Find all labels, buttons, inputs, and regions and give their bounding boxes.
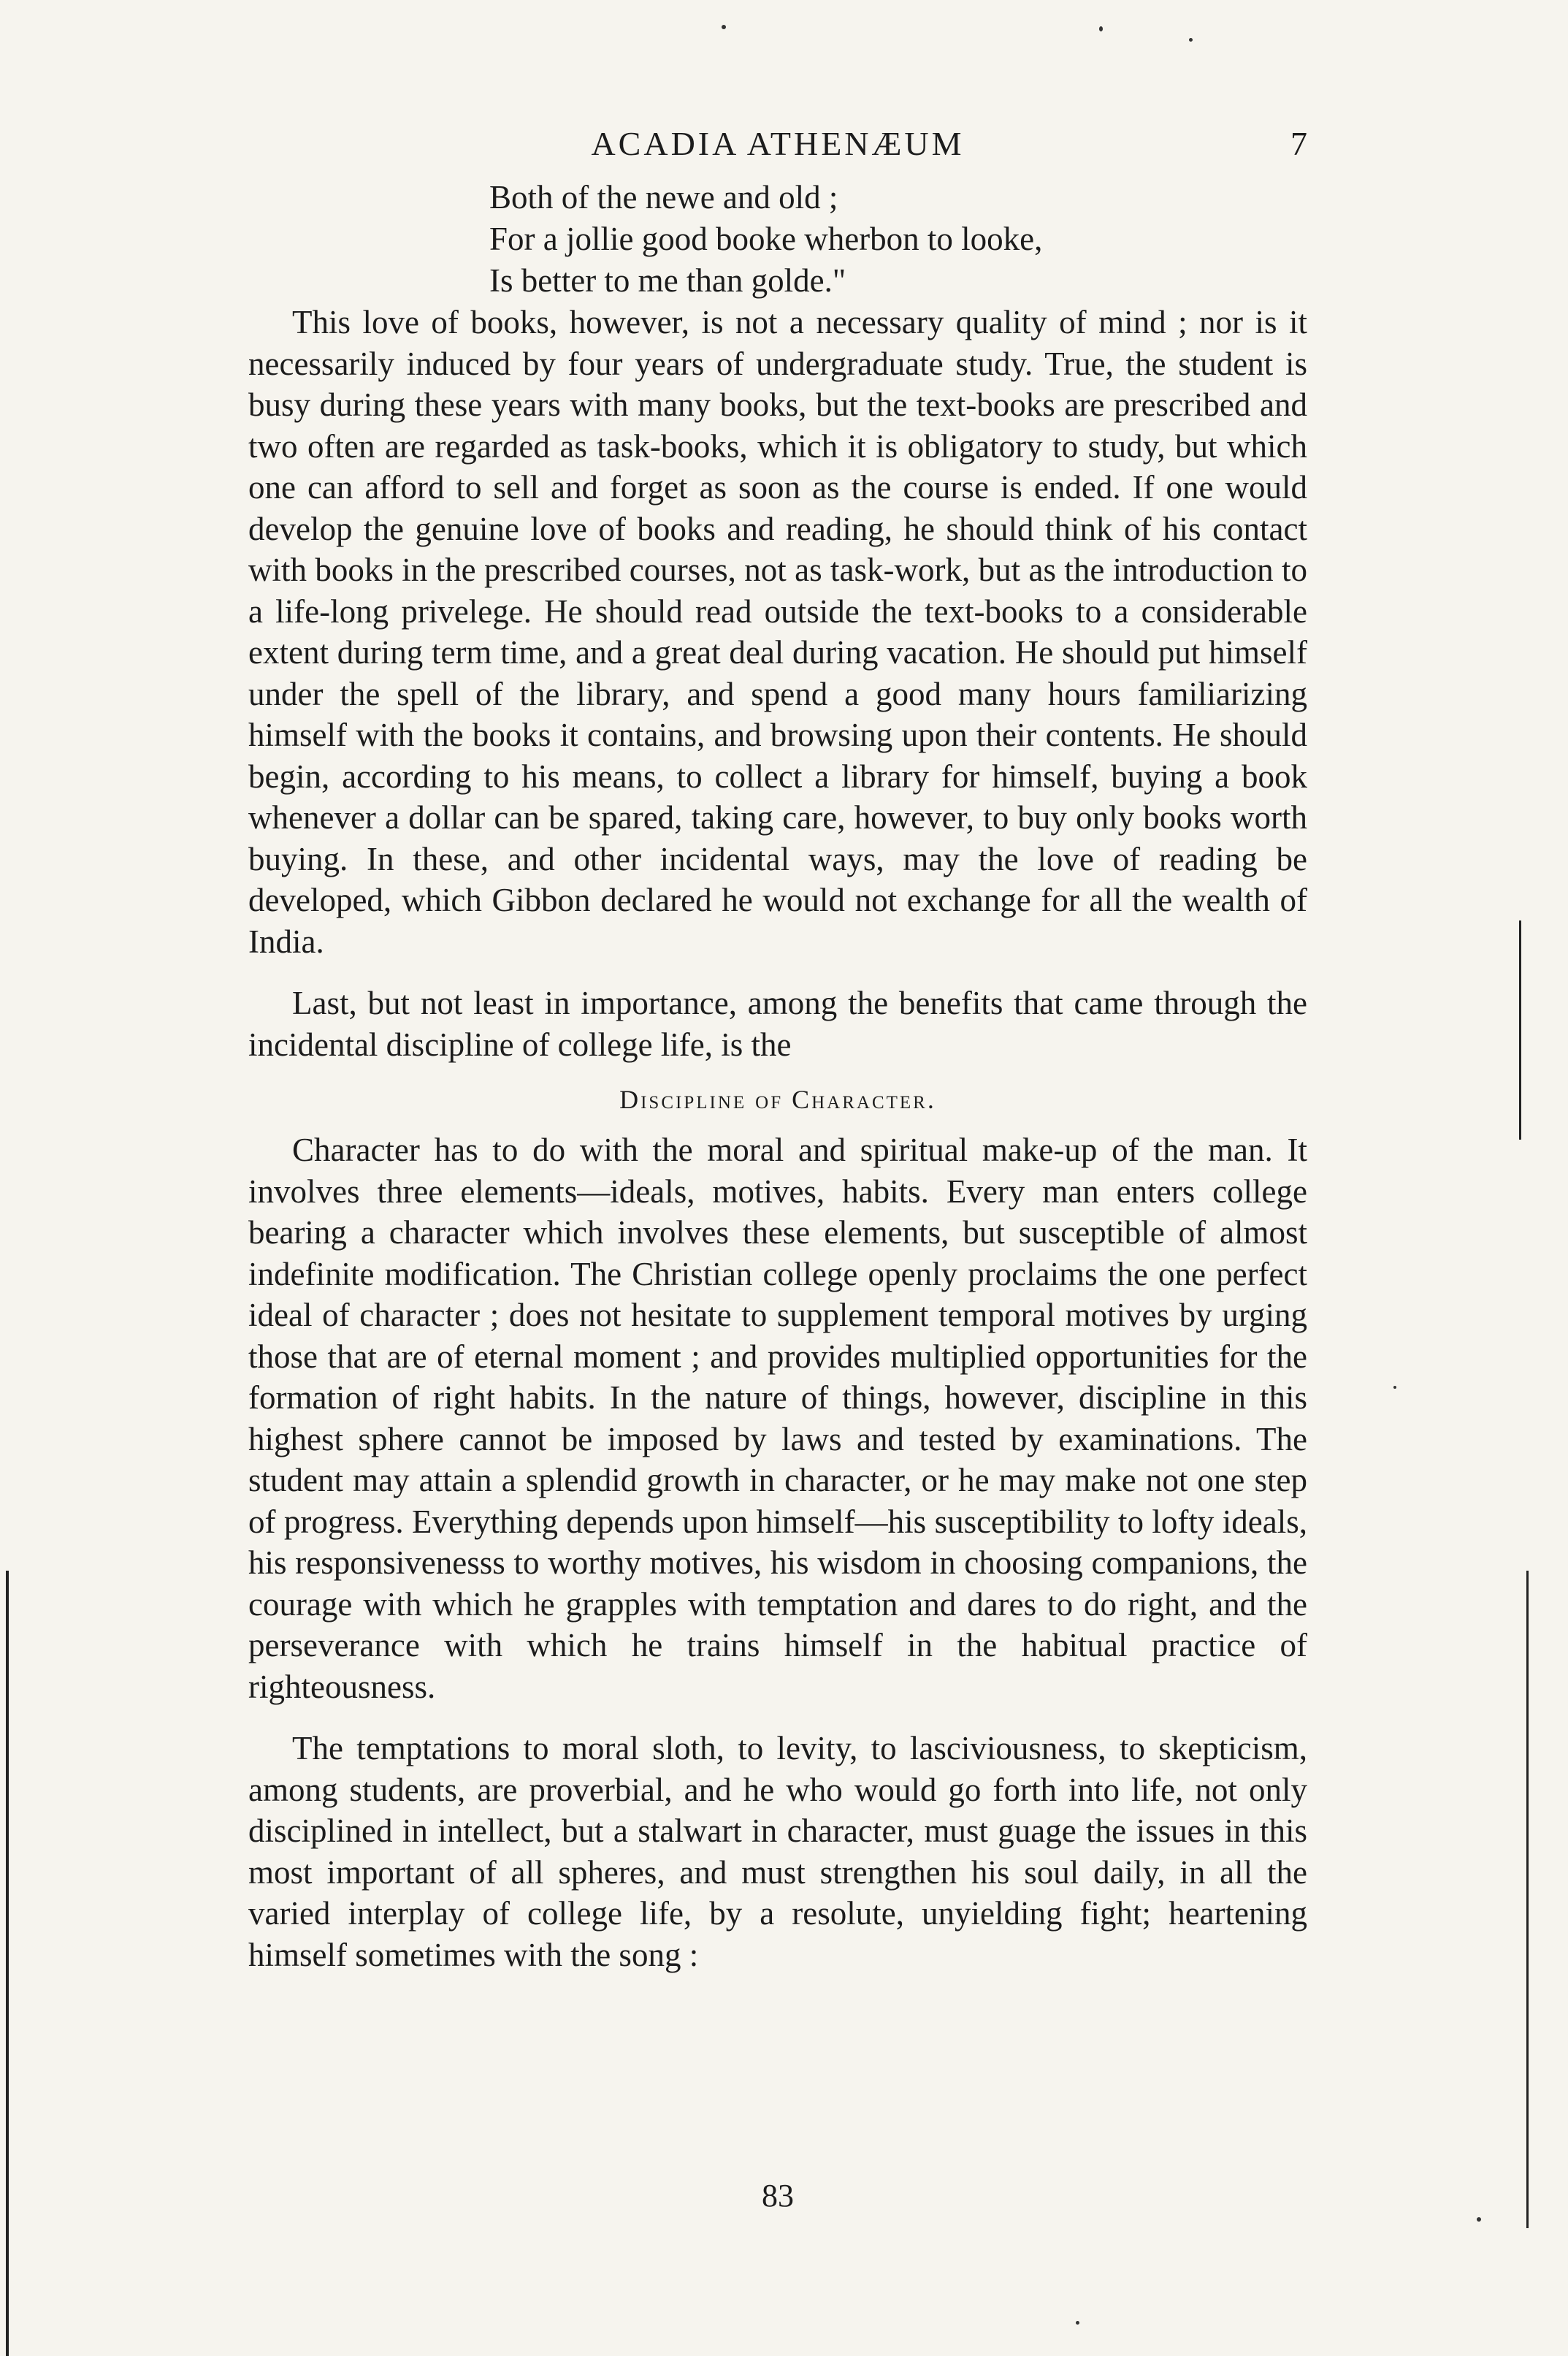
scan-edge-mark: [6, 1571, 9, 2356]
document-page: [248, 110, 1307, 2214]
verse-line: Is better to me than golde.": [489, 262, 846, 299]
running-title: ACADIA ATHENÆUM: [591, 125, 965, 162]
verse-block: [489, 177, 1307, 302]
scan-edge-mark: [1526, 1571, 1529, 2228]
folio-number: 83: [762, 2178, 794, 2214]
section-heading: Discipline of Character.: [619, 1085, 936, 1114]
scan-edge-mark: [1519, 920, 1521, 1140]
page-number: 7: [1290, 125, 1307, 162]
page-header: [248, 110, 1307, 168]
body-paragraph: This love of books, however, is not a necessary quality of mind ; nor is it necessarily induced by four years of undergraduate study. True, the student is busy during these years with many books, but the text-books are prescribed and two often are regarded as task-books, which it is obligatory to study, but which one can afford to sell and forget as soon as the course is ended. If one would develop the genuine love of books and reading, he should think of his contact with books in the prescribed courses, not as task-work, but as the introduction to a life-long privelege. He should read outside the text-books to a considerable extent during term time, and a great deal during vacation. He should put himself under the spell of the library, and spend a good many hours familiarizing himself with the books it contains, and browsing upon their contents. He should begin, according to his means, to collect a library for himself, buying a book whenever a dollar can be spared, taking care, however, to buy only books worth buying. In these, and other incidental ways, may the love of reading be developed, which Gibbon declared he would not exchange for all the wealth of India.: [248, 304, 1307, 960]
body-paragraph: Character has to do with the moral and spiritual make-up of the man. It involves three elements—ideals, motives, habits. Every man enters college bearing a character which involves these elements, but susceptible of almost indefinite modification. The Christian college openly proclaims the one perfect ideal of character ; does not hesitate to supplement temporal motives by urging those that are of eternal moment ; and provides multiplied opportunities for the formation of right habits. In the nature of things, however, discipline in this highest sphere cannot be imposed by laws and tested by examinations. The student may attain a splendid growth in character, or he may make not one step of progress. Everything depends upon himself—his susceptibility to lofty ideals, his responsivenesss to worthy motives, his wisdom in choosing companions, the courage with which he grapples with temptation and dares to do right, and the perseverance with which he trains himself in the habitual practice of righteousness.: [248, 1132, 1307, 1705]
verse-line: Both of the newe and old ;: [489, 179, 838, 216]
verse-line: For a jollie good booke wherbon to looke,: [489, 221, 1043, 257]
body-paragraph: The temptations to moral sloth, to levity, to lasciviousness, to skepticism, among students, are proverbial, and he who would go forth into life, not only disciplined in intellect, but a stalwart in character, must guage the issues in this most important of all spheres, and must strengthen his soul daily, in all the varied interplay of college life, by a resolute, unyielding fight; heartening himself sometimes with the song :: [248, 1730, 1307, 1973]
body-paragraph: Last, but not least in importance, among the benefits that came through the incidental discipline of college life, is the: [248, 985, 1307, 1063]
